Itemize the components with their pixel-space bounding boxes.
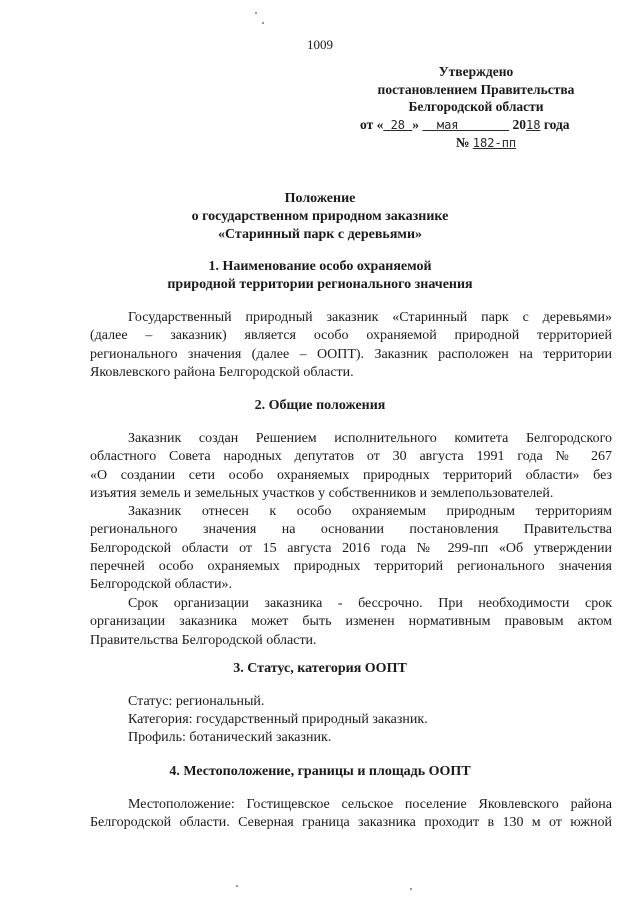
section-3-heading: 3. Статус, категория ООПТ: [233, 661, 407, 676]
date-year: 18: [525, 117, 541, 132]
number-prefix: №: [455, 135, 470, 150]
section-4-paragraph: Местоположение: Гостищевское сельское поселение Яковлевского района Белгородской области. Северная граница заказника проходит в 130 м от южной: [90, 797, 612, 831]
category-line: Категория: государственный природный заказник.: [128, 712, 428, 727]
approval-line-1: Утверждено: [438, 64, 514, 79]
approval-line-3: Белгородской области: [408, 99, 544, 114]
title-line-2: о государственном природном заказнике: [191, 209, 449, 224]
page-number: 1009: [307, 37, 333, 52]
date-mid: »: [412, 116, 420, 132]
scan-speck: [262, 22, 264, 24]
scan-speck: [255, 12, 257, 14]
section-1-heading: 1. Наименование особо охраняемой природной территории регионального значения: [167, 259, 473, 292]
approval-number: [348, 134, 604, 153]
section-4-heading: 4. Местоположение, границы и площадь ООПТ: [169, 764, 471, 779]
section-2-paragraph-1: Заказник создан Решением исполнительного комитета Белгородского областного Совета народных депутатов от 30 августа 1991 года № 267 «О создании сети особо охраняемых природных территорий области» без изъятия земель и земельных участков у собственников и землепользователей.: [90, 431, 612, 501]
title-line-1: Положение: [284, 191, 356, 206]
profile-line: Профиль: ботанический заказник.: [128, 730, 332, 745]
section-2-heading: 2. Общие положения: [254, 398, 386, 413]
date-day: 28: [390, 117, 406, 132]
title-line-3: «Старинный парк с деревьями»: [217, 227, 423, 242]
section-2-paragraph-2: Заказник отнесен к особо охраняемым природным территориям регионального значения на основании постановления Правительства Белгородской области от 15 августа 2016 года № 299-пп «Об утверждении перечней особо охраняемых природных территорий регионального значения Белгородской области».: [90, 504, 612, 593]
date-year-prefix: 20: [512, 116, 526, 132]
scan-speck: [236, 885, 238, 887]
document-number: 182-пп: [472, 136, 517, 150]
date-prefix: от «: [360, 116, 384, 132]
date-suffix: года: [543, 116, 570, 132]
scan-speck: [410, 888, 412, 890]
date-month: мая: [436, 117, 459, 132]
approval-line-2: постановлением Правительства: [377, 81, 575, 97]
section-1-paragraph: Государственный природный заказник «Старинный парк с деревьями» (далее – заказник) является особо охраняемой природной территорией регионального значения (далее – ООПТ). Заказник расположен на территории Яковлевского района Белгородской области.: [90, 310, 612, 380]
approval-date: [348, 116, 604, 135]
section-2-paragraph-3: Срок организации заказника - бессрочно. При необходимости срок организации заказника может быть изменен нормативным правовым актом Правительства Белгородской области.: [90, 596, 612, 648]
approval-block: [348, 63, 604, 153]
status-line: Статус: региональный.: [128, 694, 265, 709]
document-title: [0, 190, 640, 244]
